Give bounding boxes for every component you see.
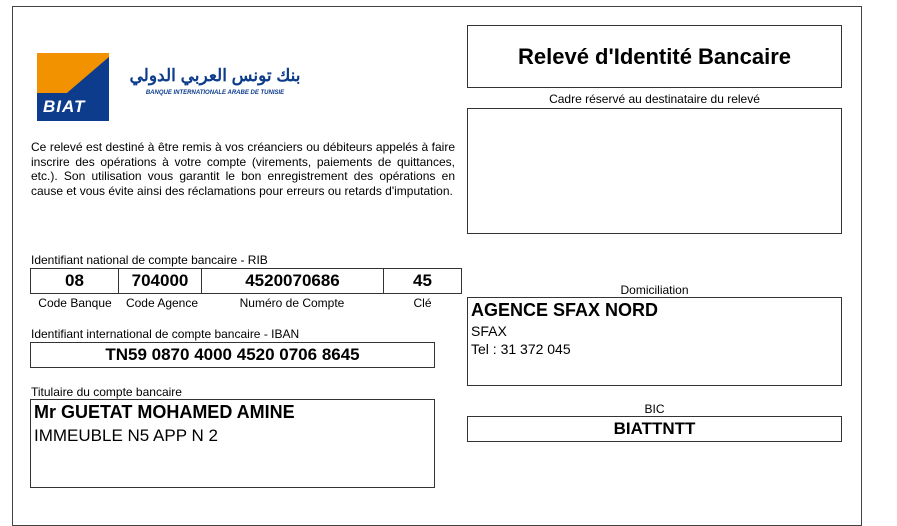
domiciliation-agence: AGENCE SFAX NORD	[471, 300, 659, 320]
rib-label: Identifiant national de compte bancaire - RIB	[31, 253, 268, 267]
bic-label: BIC	[644, 402, 665, 416]
logo-arabic-name: بنك تونس العربي الدولي	[129, 66, 301, 85]
iban-box	[30, 342, 435, 368]
recipient-box	[467, 108, 842, 234]
rib-numero-compte: 4520070686	[202, 269, 384, 293]
domiciliation-tel: Tel : 31 372 045	[471, 341, 571, 357]
rib-cle-label: Clé	[413, 296, 432, 310]
rib-code-agence-label: Code Agence	[125, 296, 199, 310]
page-title: Relevé d'Identité Bancaire	[517, 43, 791, 69]
titulaire-address: IMMEUBLE N5 APP N 2	[34, 426, 218, 445]
domiciliation-box	[467, 297, 842, 386]
biat-logo	[37, 53, 109, 121]
domiciliation-city: SFAX	[471, 323, 507, 339]
logo-badge-text: BIAT	[43, 97, 86, 116]
rib-code-banque: 08	[31, 269, 119, 293]
iban-label: Identifiant international de compte bancaire - IBAN	[31, 327, 300, 341]
rib-code-agence: 704000	[119, 269, 202, 293]
description-text: Ce relevé est destiné à être remis à vos créanciers ou débiteurs appelés à faire inscrire des opérations à votre compte (virements, paiements de quittances, etc.). Son utilisation vous garantit le bon enregistrement des opérations en cause et vous évite ainsi des réclamations pour erreurs ou retards d'imputation.	[31, 140, 455, 198]
rib-numero-compte-label: Numéro de Compte	[239, 296, 345, 310]
rib-code-banque-label: Code Banque	[38, 296, 112, 310]
titulaire-name: Mr GUETAT MOHAMED AMINE	[34, 402, 295, 422]
titulaire-label: Titulaire du compte bancaire	[31, 385, 182, 399]
bic-box	[467, 416, 842, 442]
domiciliation-label: Domiciliation	[620, 283, 689, 297]
recipient-label: Cadre réservé au destinataire du relevé	[549, 92, 760, 106]
logo-french-name: BANQUE INTERNATIONALE ARABE DE TUNISIE	[145, 90, 285, 96]
titulaire-box	[30, 399, 435, 488]
bic-value: BIATTNTT	[613, 419, 696, 438]
title-box	[467, 25, 842, 88]
rib-cle: 45	[413, 271, 432, 290]
iban-value: TN59 0870 4000 4520 0706 8645	[105, 345, 360, 364]
rib-box	[30, 268, 462, 294]
